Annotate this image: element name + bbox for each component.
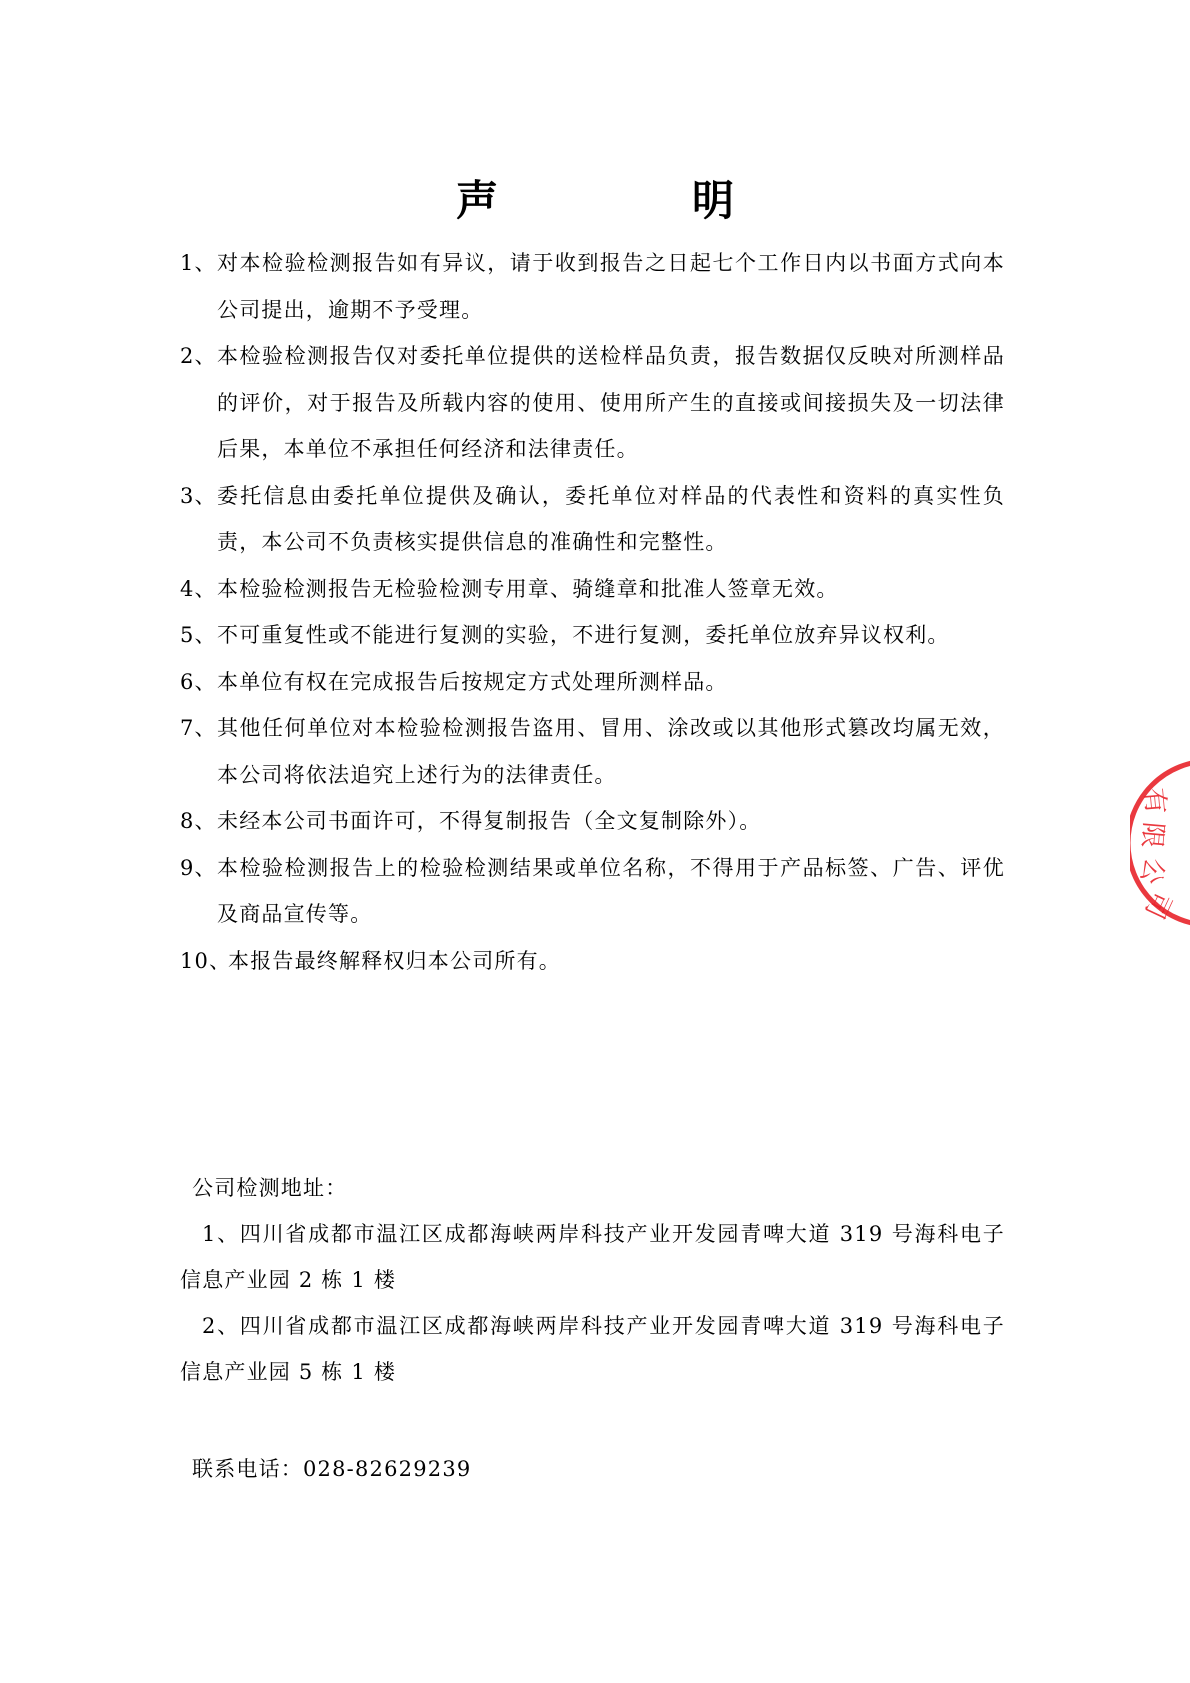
seal-graphic [1130,748,1190,938]
statement-text: 本报告最终解释权归本公司所有。 [228,948,561,973]
statement-text: 本检验检测报告上的检验检测结果或单位名称，不得用于产品标签、广告、评优及商品宣传等。 [217,855,1005,926]
seal-text-2: 限 [1135,820,1168,850]
statement-number: 5、 [180,623,217,647]
page-title: 声 明 [455,176,810,225]
statement-number: 7、 [180,716,217,740]
contact-phone: 联系电话：028-82629239 [192,1457,472,1481]
statement-number: 1、 [180,251,217,275]
company-seal-stamp [1130,748,1190,938]
statement-number: 6、 [180,669,217,694]
statement-text: 不可重复性或不能进行复测的实验，不进行复测，委托单位放弃异议权利。 [217,623,950,647]
statement-text: 本检验检测报告仅对委托单位提供的送检样品负责，报告数据仅反映对所测样品的评价，对于报告及所载内容的使用、使用所产生的直接或间接损失及一切法律后果，本单位不承担任何经济和法律责任。 [217,344,1005,461]
statement-item [180,333,1005,473]
seal-text-4: 司 [1138,886,1177,924]
statement-text: 对本检验检测报告如有异议，请于收到报告之日起七个工作日内以书面方式向本公司提出，逾期不予受理。 [217,251,1005,322]
seal-text-3: 公 [1133,854,1170,888]
statement-item [180,566,1005,613]
statement-item [180,473,1005,566]
statement-number: 8、 [180,809,217,833]
address-section [180,1165,1005,1395]
address-heading: 公司检测地址： [192,1176,348,1200]
statement-text: 委托信息由委托单位提供及确认，委托单位对样品的代表性和资料的真实性负责，本公司不负责核实提供信息的准确性和完整性。 [217,483,1005,554]
statement-item [180,659,1005,706]
address-line: 1、四川省成都市温江区成都海峡两岸科技产业开发园青啤大道 319 号海科电子信息产业园 2 栋 1 楼 [180,1222,1005,1292]
statement-text: 其他任何单位对本检验检测报告盗用、冒用、涂改或以其他形式篡改均属无效，本公司将依法追究上述行为的法律责任。 [217,716,1005,787]
statement-item [180,612,1005,659]
statement-item [180,845,1005,938]
statement-item [180,705,1005,798]
statement-number: 4、 [180,576,217,601]
statement-item [180,798,1005,845]
statement-number: 3、 [180,483,217,508]
statement-text: 未经本公司书面许可，不得复制报告（全文复制除外）。 [217,809,762,833]
statement-number: 2、 [180,344,217,368]
statement-text: 本检验检测报告无检验检测专用章、骑缝章和批准人签章无效。 [217,576,839,601]
statement-text: 本单位有权在完成报告后按规定方式处理所测样品。 [217,669,728,694]
address-line: 2、四川省成都市温江区成都海峡两岸科技产业开发园青啤大道 319 号海科电子信息产业园 5 栋 1 楼 [180,1314,1005,1384]
seal-text-1: 有 [1138,786,1171,816]
statement-item [180,938,1005,985]
statement-item [180,240,1005,333]
statement-number: 10、 [180,948,232,973]
statement-number: 9、 [180,855,217,880]
statement-list [180,240,1005,984]
